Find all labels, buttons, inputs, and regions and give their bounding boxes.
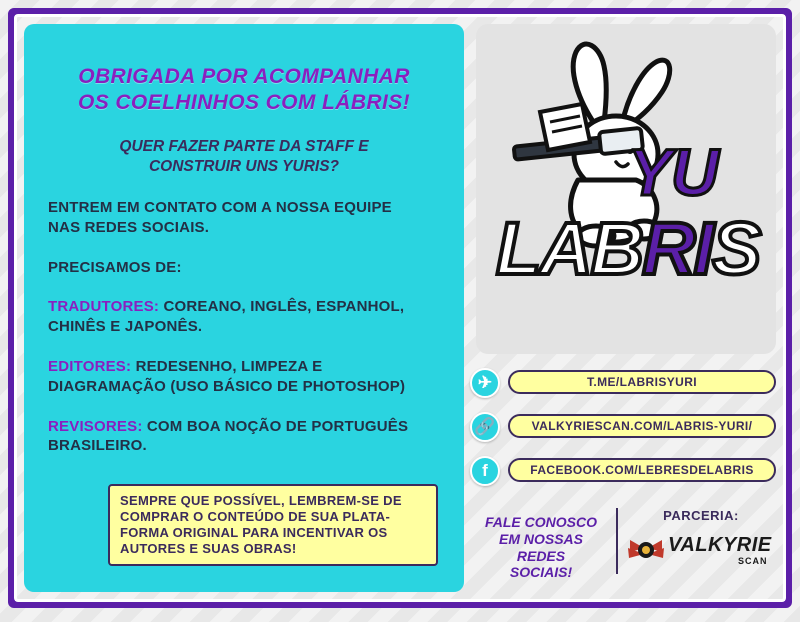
headline-line-2: OS COELHINHOS COM LÁBRIS!	[77, 90, 410, 114]
partner-name: VALKYRIE	[668, 534, 772, 556]
partner-logo[interactable]	[626, 528, 776, 574]
contact-line-1: FALE CONOSCO	[484, 514, 597, 530]
facebook-icon[interactable]: f	[470, 456, 500, 486]
needs-label: PRECISAMOS DE:	[48, 258, 182, 276]
role-editors-label: EDITORES:	[48, 357, 132, 375]
contact-instructions	[48, 198, 440, 238]
support-note: SEMPRE QUE POSSÍVEL, LEMBREM-SE DE COMPRAR O CONTEÚDO DE SUA PLATA-FORMA ORIGINAL PARA INCENTIVAR OS AUTORES E SUAS OBRAS!	[108, 484, 438, 566]
role-reviewers-label: REVISORES:	[48, 417, 143, 435]
role-reviewers	[48, 417, 440, 457]
intro-line-1: ENTREM EM CONTATO COM A NOSSA EQUIPE	[48, 198, 392, 216]
logo-s: S	[712, 207, 760, 290]
role-editors-text: REDESENHO, LIMPEZA E DIAGRAMAÇÃO (USO BÁSICO DE PHOTOSHOP)	[48, 357, 406, 395]
telegram-icon[interactable]: ✈	[470, 368, 500, 398]
panel-subheadline	[48, 137, 440, 176]
social-row-website[interactable]	[470, 412, 780, 442]
telegram-link[interactable]: T.ME/LABRISYURI	[508, 370, 776, 394]
valkyrie-wing-icon	[626, 530, 666, 572]
role-translators	[48, 297, 440, 337]
subhead-line-2: CONSTRUIR UNS YURIS?	[148, 157, 340, 175]
headline-line-1: OBRIGADA POR ACOMPANHAR	[78, 65, 410, 88]
link-icon[interactable]: 🔗	[470, 412, 500, 442]
partner-subtitle: SCAN	[738, 556, 768, 566]
website-link[interactable]: VALKYRIESCAN.COM/LABRIS-YURI/	[508, 414, 776, 438]
logo-lab: LAB	[496, 207, 643, 290]
partner-label: PARCERIA:	[663, 508, 739, 523]
role-editors	[48, 357, 440, 397]
social-row-telegram[interactable]	[470, 368, 780, 398]
logo-text-labris	[496, 206, 759, 291]
contact-callout	[476, 514, 606, 581]
role-translators-label: TRADUTORES:	[48, 298, 160, 316]
footer-divider	[616, 508, 618, 574]
contact-line-2: EM NOSSAS REDES	[498, 530, 583, 564]
role-reviewers-text: COM BOA NOÇÃO DE PORTUGUÊS BRASILEIRO.	[48, 417, 409, 455]
brand-logo-panel	[476, 24, 776, 354]
panel-headline	[48, 64, 440, 115]
intro-line-2: NAS REDES SOCIAIS.	[48, 218, 210, 236]
facebook-link[interactable]: FACEBOOK.COM/LEBRESDELABRIS	[508, 458, 776, 482]
subhead-line-1: QUER FAZER PARTE DA STAFF E	[119, 138, 369, 156]
social-row-facebook[interactable]	[470, 456, 780, 486]
logo-text-yu: YU	[628, 135, 718, 209]
footer-block	[476, 508, 776, 580]
contact-line-3: SOCIAIS!	[509, 564, 573, 581]
logo-ri: RI	[642, 207, 713, 290]
role-translators-text: COREANO, INGLÊS, ESPANHOL, CHINÊS E JAPONÊS.	[48, 298, 405, 336]
